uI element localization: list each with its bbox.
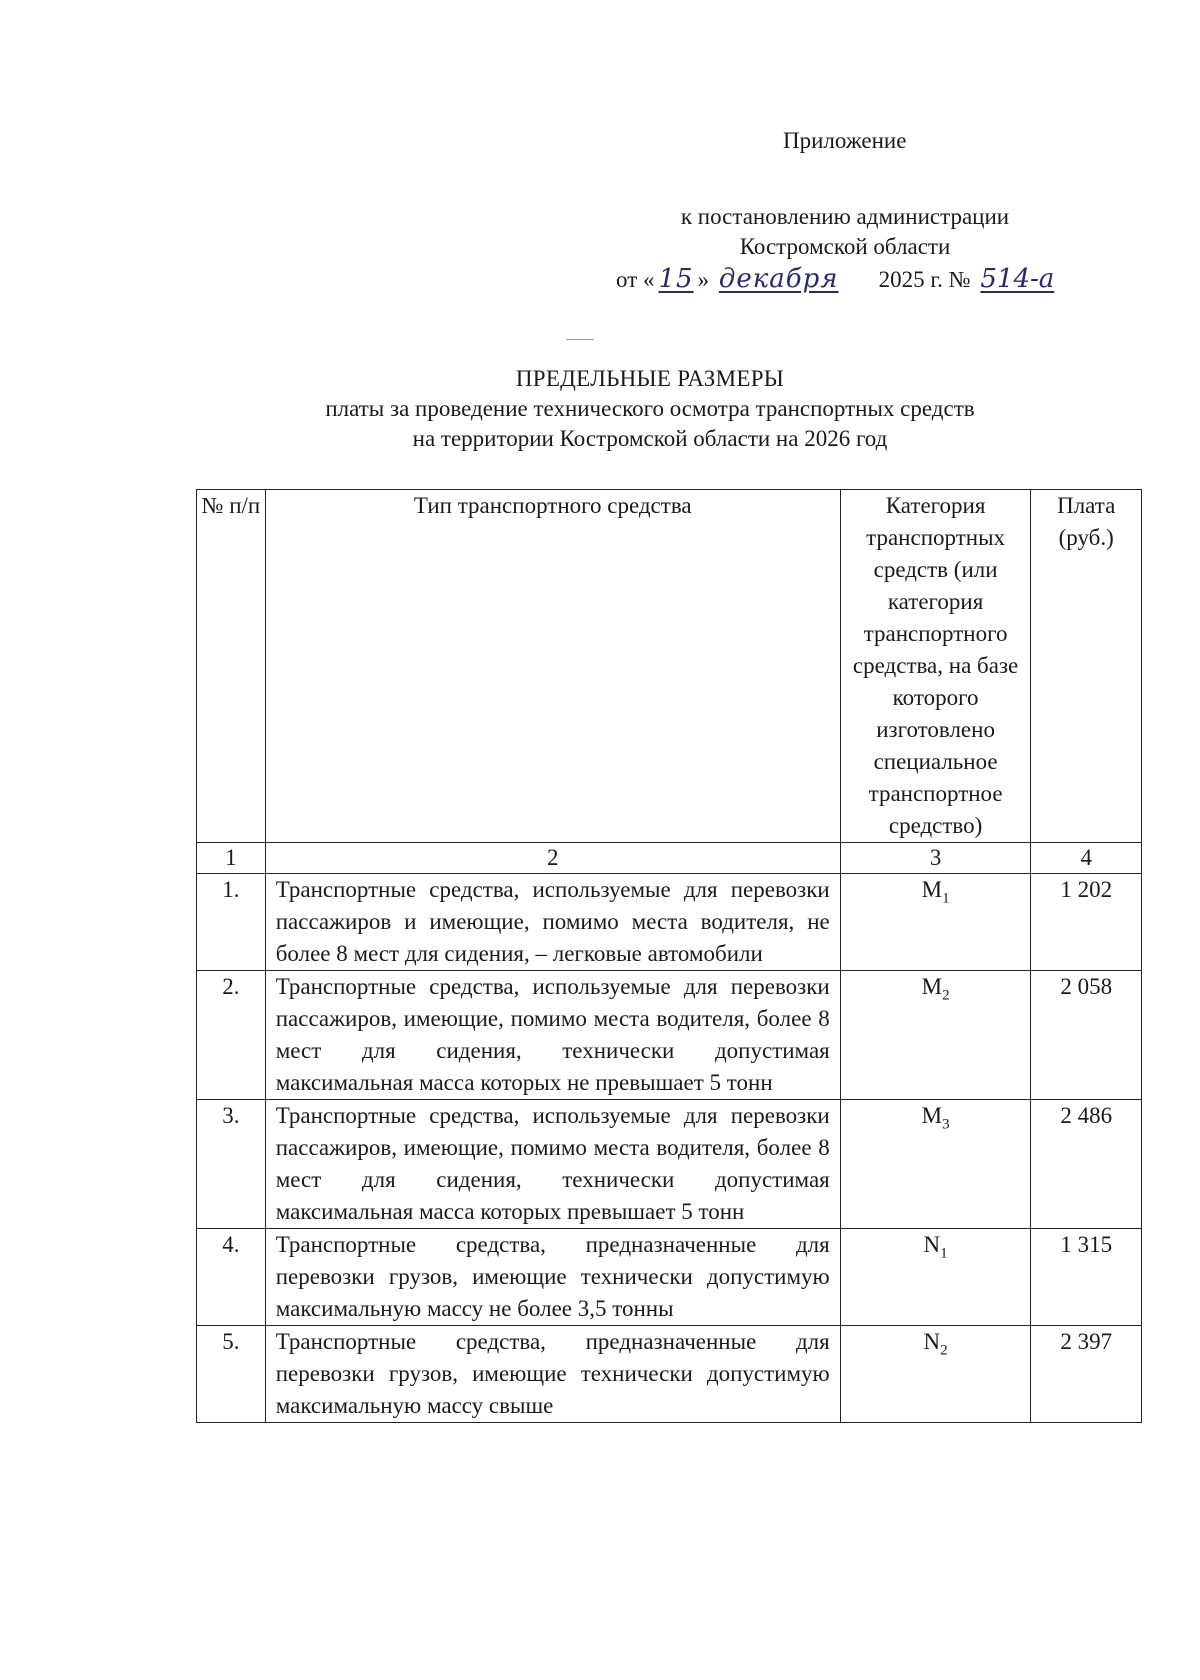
table-row <box>197 971 1142 1100</box>
column-index: 4 <box>1031 843 1142 874</box>
row-number: 4. <box>197 1229 266 1326</box>
category-subscript: 1 <box>940 1245 948 1262</box>
fee-value: 2 058 <box>1031 971 1142 1100</box>
date-year: 2025 г. № <box>878 267 971 292</box>
vehicle-type: Транспортные средства, используемые для перевозки пассажиров, имеющие, помимо места водителя, более 8 мест для сидения, технически допустимая максимальная масса которых не превышает 5 тонн <box>265 971 840 1100</box>
title-subtitle-2: на территории Костромской области на 2026 год <box>412 426 888 451</box>
header-type: Тип транспортного средства <box>265 490 840 843</box>
category-subscript: 2 <box>940 1342 948 1359</box>
vehicle-type: Транспортные средства, используемые для перевозки пассажиров и имеющие, помимо места водителя, не более 8 мест для сидения, – легковые автомобили <box>265 874 840 971</box>
table-row <box>197 874 1142 971</box>
handwritten-doc-number: 514-а <box>980 264 1055 294</box>
category-letter: M <box>921 974 943 999</box>
category-letter: N <box>923 1232 941 1257</box>
vehicle-category <box>840 971 1031 1100</box>
date-prefix: от « <box>616 267 655 292</box>
vehicle-category <box>840 1326 1031 1423</box>
handwritten-day: 15 <box>658 264 694 294</box>
vehicle-type: Транспортные средства, предназначенные для перевозки грузов, имеющие технически допустимую максимальную массу не более 3,5 тонны <box>265 1229 840 1326</box>
row-number: 1. <box>197 874 266 971</box>
header-fee: Плата (руб.) <box>1031 490 1142 843</box>
date-mid: » <box>697 267 710 292</box>
table-row <box>197 1100 1142 1229</box>
handwritten-month: декабря <box>718 264 839 294</box>
fee-value: 1 315 <box>1031 1229 1142 1326</box>
annex-reference <box>630 202 1060 262</box>
table-row <box>197 1326 1142 1423</box>
title-subtitle-1: платы за проведение технического осмотра транспортных средств <box>325 396 975 421</box>
row-number: 3. <box>197 1100 266 1229</box>
vehicle-category <box>840 1229 1031 1326</box>
annex-ref-line2: Костромской области <box>739 234 951 259</box>
header-num: № п/п <box>197 490 266 843</box>
column-index-row <box>197 843 1142 874</box>
row-number: 5. <box>197 1326 266 1423</box>
vehicle-type: Транспортные средства, предназначенные для перевозки грузов, имеющие технически допустимую максимальную массу свыше <box>265 1326 840 1423</box>
table-row <box>197 1229 1142 1326</box>
document-title <box>180 364 1120 454</box>
column-index: 1 <box>197 843 266 874</box>
vehicle-type: Транспортные средства, используемые для перевозки пассажиров, имеющие, помимо места водителя, более 8 мест для сидения, технически допустимая максимальная масса которых превышает 5 тонн <box>265 1100 840 1229</box>
fee-value: 2 397 <box>1031 1326 1142 1423</box>
annex-ref-line1: к постановлению администрации <box>680 204 1010 229</box>
category-letter: N <box>923 1329 941 1354</box>
category-subscript: 2 <box>942 987 950 1004</box>
faint-dash-mark <box>566 339 594 340</box>
fee-table <box>196 489 1142 1423</box>
header-category: Категория транспортных средств (или категория транспортного средства, на базе которого изготовлено специальное транспортное средство) <box>840 490 1031 843</box>
vehicle-category <box>840 874 1031 971</box>
category-subscript: 1 <box>942 890 950 907</box>
column-index: 3 <box>840 843 1031 874</box>
column-index: 2 <box>265 843 840 874</box>
row-number: 2. <box>197 971 266 1100</box>
fee-value: 1 202 <box>1031 874 1142 971</box>
title-main: ПРЕДЕЛЬНЫЕ РАЗМЕРЫ <box>515 366 785 391</box>
vehicle-category <box>840 1100 1031 1229</box>
fee-value: 2 486 <box>1031 1100 1142 1229</box>
table-header-row <box>197 490 1142 843</box>
category-subscript: 3 <box>942 1116 950 1133</box>
annex-label: Приложение <box>783 128 907 153</box>
category-letter: M <box>921 1103 943 1128</box>
category-letter: M <box>921 877 943 902</box>
decree-date-line <box>616 264 1058 295</box>
